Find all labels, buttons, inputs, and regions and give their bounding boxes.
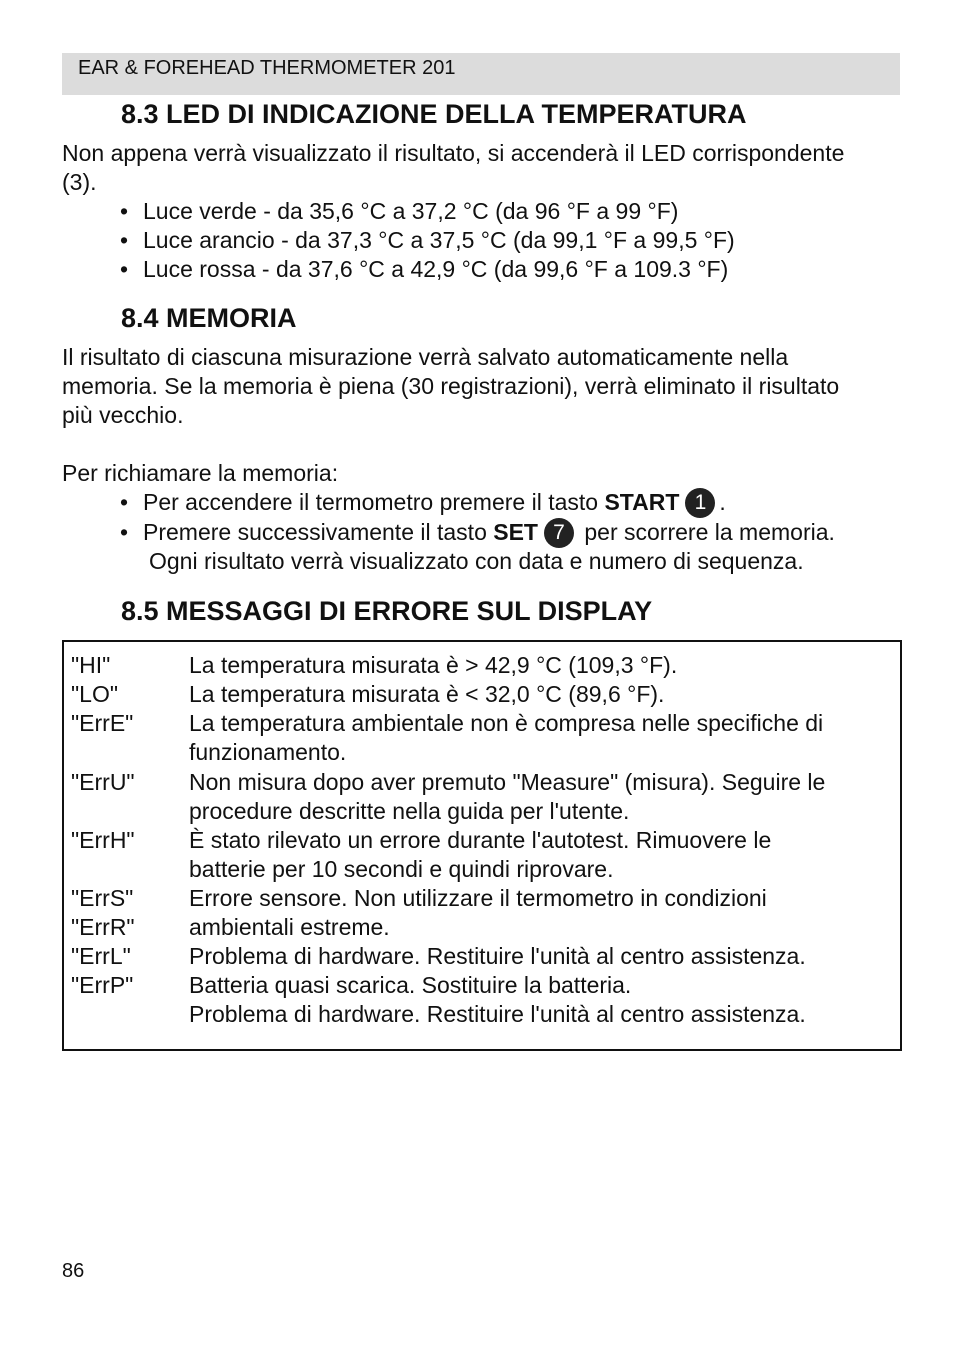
error-description: Batteria quasi scarica. Sostituire la batteria. xyxy=(189,972,632,998)
sec84-para-line3: più vecchio. xyxy=(62,402,184,428)
section-8-3-heading: 8.3 LED DI INDICAZIONE DELLA TEMPERATURA xyxy=(121,99,747,129)
page-number: 86 xyxy=(62,1260,85,1282)
error-description: La temperatura ambientale non è compresa nelle specifiche di xyxy=(189,710,824,736)
bullet-text: Luce verde - da 35,6 °C a 37,2 °C (da 96 °F a 99 °F) xyxy=(143,198,679,224)
error-description: La temperatura misurata è < 32,0 °C (89,6 °F). xyxy=(189,681,665,707)
error-description: Problema di hardware. Restituire l'unità al centro assistenza. xyxy=(189,1001,806,1027)
error-description: È stato rilevato un errore durante l'autotest. Rimuovere le xyxy=(189,827,772,853)
bullet-text: Per accendere il termometro premere il tasto xyxy=(143,489,605,515)
error-description: Problema di hardware. Restituire l'unità al centro assistenza. xyxy=(189,943,806,969)
section-8-5-heading: 8.5 MESSAGGI DI ERRORE SUL DISPLAY xyxy=(121,596,653,626)
error-code: "ErrS" xyxy=(71,885,134,911)
recall-intro: Per richiamare la memoria: xyxy=(62,460,339,486)
bullet-text: Luce rossa - da 37,6 °C a 42,9 °C (da 99,6 °F a 109.3 °F) xyxy=(143,256,729,282)
error-code: "ErrU" xyxy=(71,769,135,795)
error-description: Errore sensore. Non utilizzare il termometro in condizioni xyxy=(189,885,767,911)
bullet-continuation: Ogni risultato verrà visualizzato con data e numero di sequenza. xyxy=(149,548,804,574)
sec83-intro-line2: (3). xyxy=(62,169,97,195)
running-header xyxy=(62,53,900,95)
error-description: procedure descritte nella guida per l'utente. xyxy=(189,798,630,824)
bullet-text: Premere successivamente il tasto xyxy=(143,519,494,545)
button-1-badge: 1 xyxy=(685,488,715,518)
bullet-text-end: per scorrere la memoria. xyxy=(577,519,835,545)
error-code: "ErrH" xyxy=(71,827,135,853)
sec84-para-line1: Il risultato di ciascuna misurazione verrà salvato automaticamente nella xyxy=(62,344,789,370)
error-code: "ErrR" xyxy=(71,914,135,940)
header-title: EAR & FOREHEAD THERMOMETER 201 xyxy=(78,57,456,79)
bullet-text: Luce arancio - da 37,3 °C a 37,5 °C (da 99,1 °F a 99,5 °F) xyxy=(143,227,735,253)
error-description: La temperatura misurata è > 42,9 °C (109,3 °F). xyxy=(189,652,678,678)
section-8-4-heading: 8.4 MEMORIA xyxy=(121,303,297,333)
sec84-para-line2: memoria. Se la memoria è piena (30 registrazioni), verrà eliminato il risultato xyxy=(62,373,840,399)
list-item: • Premere successivamente il tasto SET 7 per scorrere la memoria. xyxy=(120,518,835,549)
set-key-label: SET xyxy=(493,519,538,545)
error-description: batterie per 10 secondi e quindi riprovare. xyxy=(189,856,614,882)
list-item: • Luce verde - da 35,6 °C a 37,2 °C (da 96 °F a 99 °F) xyxy=(120,198,679,224)
error-description: funzionamento. xyxy=(189,739,347,765)
error-description: Non misura dopo aver premuto "Measure" (misura). Seguire le xyxy=(189,769,826,795)
error-code: "LO" xyxy=(71,681,119,707)
button-7-badge: 7 xyxy=(544,518,574,548)
bullet-text-end: . xyxy=(719,489,726,515)
sec83-intro-line1: Non appena verrà visualizzato il risultato, si accenderà il LED corrispondente xyxy=(62,140,845,166)
error-description: ambientali estreme. xyxy=(189,914,390,940)
error-messages-table xyxy=(62,640,902,1051)
list-item: • Per accendere il termometro premere il tasto START 1 . xyxy=(120,488,726,519)
error-code: "ErrL" xyxy=(71,943,131,969)
error-code: "HI" xyxy=(71,652,111,678)
start-key-label: START xyxy=(604,489,680,515)
list-item: • Luce arancio - da 37,3 °C a 37,5 °C (da 99,1 °F a 99,5 °F) xyxy=(120,227,735,253)
error-code: "ErrE" xyxy=(71,710,134,736)
error-code: "ErrP" xyxy=(71,972,134,998)
list-item: • Luce rossa - da 37,6 °C a 42,9 °C (da 99,6 °F a 109.3 °F) xyxy=(120,256,729,282)
